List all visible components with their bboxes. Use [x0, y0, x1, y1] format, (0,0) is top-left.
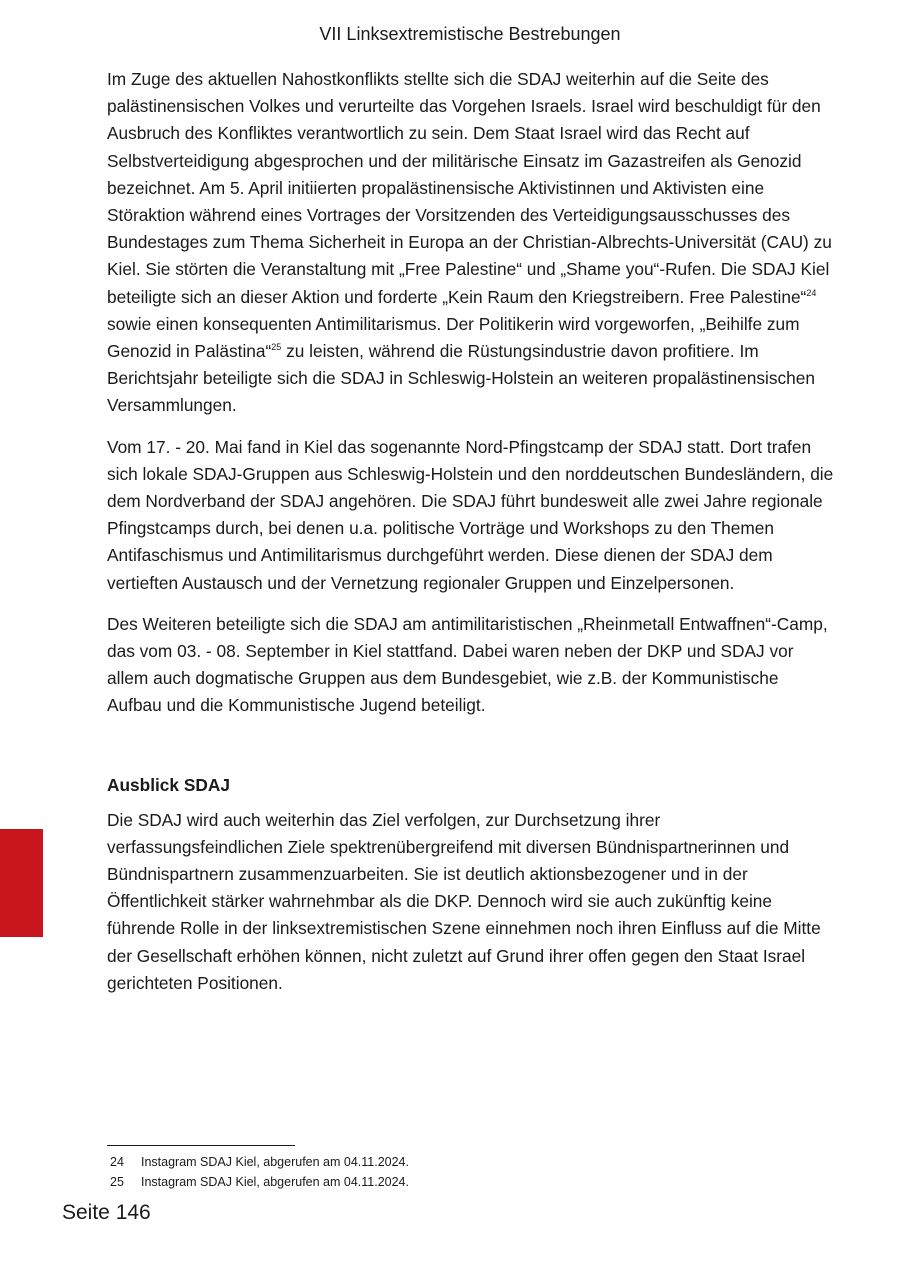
page-number: Seite 146 [62, 1201, 151, 1224]
footnote-number: 24 [110, 1155, 124, 1169]
footnote-ref-24[interactable]: 24 [806, 287, 817, 298]
footnote-ref-25[interactable]: 25 [271, 342, 282, 353]
paragraph-pfingstcamp: Vom 17. - 20. Mai fand in Kiel das sogenannte Nord-Pfingstcamp der SDAJ statt. Dort trafen sich lokale SDAJ-Gruppen aus Schleswig-Holstein und den norddeutschen Bundesländern, die dem Nordverband der SDAJ angehören. Die SDAJ führt bundesweit alle zwei Jahre regionale Pfingstcamps durch, bei denen u.a. politische Vorträge und Workshops zu den Themen Antifaschismus und Antimilitarismus durchgeführt werden. Diese dienen der SDAJ dem vertieften Austausch und der Vernetzung regionaler Gruppen und Einzelpersonen. [107, 436, 834, 593]
paragraph-ausblick: Die SDAJ wird auch weiterhin das Ziel verfolgen, zur Durchsetzung ihrer verfassungsfeindlichen Ziele spektrenübergreifend mit diversen Bündnispartnerinnen und Bündnispartnern zusammenzuarbeiten. Sie ist deutlich aktionsbezogener und in der Öffentlichkeit stärker wahrnehmbar als die DKP. Dennoch wird sie auch zukünftig keine führende Rolle in der linksextremistischen Szene einnehmen noch ihren Einfluss auf die Mitte der Gesellschaft erhöhen können, nicht zuletzt auf Grund ihrer offen gegen den Staat Israel gerichteten Positionen. [107, 809, 821, 993]
running-header: VII Linksextremistische Bestrebungen [319, 24, 621, 44]
paragraph-text: Im Zuge des aktuellen Nahostkonflikts stellte sich die SDAJ weiterhin auf die Seite des palästinensischen Volkes und verurteilte das Vorgehen Israels. Israel wird beschuldigt für den Ausbruch des Konfliktes verantwortlich zu sein. Dem Staat Israel wird das Recht auf Selbstverteidigung abgesprochen und der militärische Einsatz im Gazastreifen als Genozid bezeichnet. Am 5. April initiierten propalästinensische Aktivistinnen und Aktivisten eine Störaktion während eines Vortrages der Vorsitzenden des Verteidigungsausschusses des Bundestages zum Thema Sicherheit in Europa an der Christian-Albrechts-Universität (CAU) zu Kiel. Sie störten die Veranstaltung mit „Free Palestine“ und „Shame you“-Rufen. Die SDAJ Kiel beteiligte sich an dieser Aktion und forderte „Kein Raum den Kriegstreibern. Free Palestine“ [107, 69, 832, 307]
footnote-item [110, 1172, 810, 1192]
footnote-text: Instagram SDAJ Kiel, abgerufen am 04.11.2024. [141, 1175, 409, 1189]
body-text [107, 66, 837, 1011]
footnote-item [110, 1152, 810, 1172]
paragraph-text: sowie einen konsequenten Antimilitarismus. Der Politikerin wird vorgeworfen, „Beihilfe zum Genozid in Palästina“ [107, 313, 800, 362]
footnotes [110, 1152, 810, 1192]
paragraph-nahostkonflikt [107, 66, 837, 420]
section-heading: Ausblick SDAJ [107, 774, 230, 795]
paragraph-rheinmetall: Des Weiteren beteiligte sich die SDAJ am antimilitaristischen „Rheinmetall Entwaffnen“-Camp, das vom 03. - 08. September in Kiel stattfand. Dabei waren neben der DKP und SDAJ vor allem auch dogmatische Gruppen aus dem Bundesgebiet, wie z.B. der Kommunistische Aufbau und die Kommunistische Jugend beteiligt. [107, 613, 828, 716]
footnote-divider [107, 1145, 295, 1146]
chapter-marker-bar [0, 829, 43, 937]
footnote-number: 25 [110, 1175, 124, 1189]
footnote-text: Instagram SDAJ Kiel, abgerufen am 04.11.2024. [141, 1155, 409, 1169]
paragraph-text: zu leisten, während die Rüstungsindustrie davon profitiere. Im Berichtsjahr beteiligte sich die SDAJ in Schleswig-Holstein an weiteren propalästinensischen Versammlungen. [107, 341, 815, 416]
